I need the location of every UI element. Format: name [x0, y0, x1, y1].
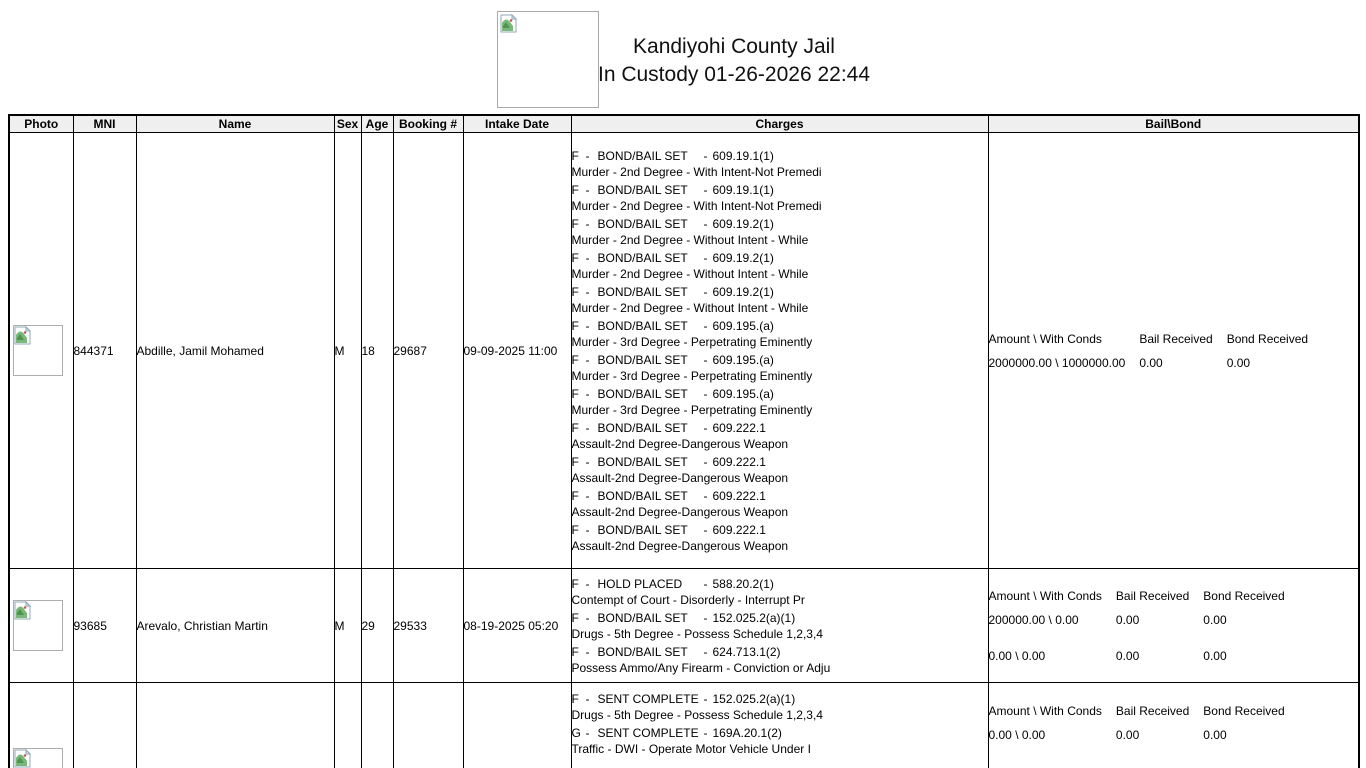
bail-header-bond-received: Bond Received: [1226, 331, 1309, 346]
bail-bond-cell: [988, 683, 1359, 768]
photo-cell: [9, 683, 73, 768]
charge-statute: 588.20.2(1): [712, 576, 774, 591]
bail-block: [989, 331, 1323, 371]
charge-status: HOLD PLACED: [597, 576, 683, 591]
charge-statute: 169A.20.1(2): [712, 726, 782, 740]
charge-level: F: [571, 352, 579, 367]
bail-header-row: [989, 331, 1323, 355]
charge-level: F: [571, 576, 579, 591]
broken-image-icon: [500, 14, 518, 33]
bail-received-value: 0.00: [1115, 612, 1140, 627]
separator-dash: -: [703, 352, 708, 367]
charge-status-line: [572, 725, 988, 741]
bond-received-value: 0.00: [1203, 648, 1227, 663]
charge-statute: 609.222.1: [712, 454, 766, 469]
separator-dash: -: [703, 318, 708, 333]
inmate-photo-placeholder: [13, 325, 63, 376]
separator-dash: -: [585, 216, 590, 231]
separator-dash: -: [585, 454, 590, 469]
charge-status-line: [572, 182, 988, 198]
separator-dash: -: [585, 726, 590, 740]
column-header-bail-bond: Bail\Bond: [988, 115, 1359, 133]
photo-cell: [9, 133, 73, 569]
charge-level: F: [571, 250, 579, 265]
charge-item: [572, 318, 988, 350]
intake-date-cell: 09-09-2025 11:00: [463, 133, 571, 569]
charge-level: F: [571, 522, 579, 537]
charge-description: Murder - 3rd Degree - Perpetrating Eminently: [571, 368, 813, 383]
charge-statute: 609.19.2(1): [712, 284, 774, 299]
charge-statute: 609.19.2(1): [712, 250, 774, 265]
charge-description: Murder - 2nd Degree - Without Intent - While: [571, 232, 809, 247]
separator-dash: -: [585, 250, 590, 265]
separator-dash: -: [585, 488, 590, 503]
roster-table-body: [9, 133, 1359, 768]
separator-dash: -: [703, 692, 708, 706]
separator-dash: -: [703, 644, 708, 659]
report-title: [0, 33, 1366, 89]
charge-item: [572, 216, 988, 248]
separator-dash: -: [703, 420, 708, 435]
bail-header-row: [989, 703, 1299, 727]
column-header-age: Age: [361, 115, 393, 133]
charge-status: BOND/BAIL SET: [597, 148, 688, 163]
charge-status-line: [572, 644, 988, 660]
roster-table-head: [9, 115, 1359, 133]
separator-dash: -: [703, 386, 708, 401]
charge-status-line: [572, 488, 988, 504]
charge-item: [572, 352, 988, 384]
charge-item: [572, 576, 988, 608]
charge-description: Contempt of Court - Disorderly - Interrupt Pr: [571, 592, 805, 607]
charge-status-line: [572, 420, 988, 436]
charge-status: BOND/BAIL SET: [597, 610, 688, 625]
name-cell: Abdille, Jamil Mohamed: [136, 133, 334, 569]
charge-level: F: [571, 182, 579, 197]
charge-description: Assault-2nd Degree-Dangerous Weapon: [571, 436, 789, 451]
charge-status-line: [572, 216, 988, 232]
inmate-row: [9, 569, 1359, 683]
charge-level: F: [571, 386, 579, 401]
charge-status: BOND/BAIL SET: [597, 182, 688, 197]
charge-status: BOND/BAIL SET: [597, 318, 688, 333]
charge-status-line: [572, 691, 988, 707]
name-cell: [136, 683, 334, 768]
charge-status: SENT COMPLETE: [597, 692, 699, 706]
charge-statute: 609.19.1(1): [712, 148, 774, 163]
age-cell: [361, 683, 393, 768]
bail-value-row: [989, 612, 1299, 648]
column-header-booking-number: Booking #: [393, 115, 463, 133]
inmate-row: [9, 133, 1359, 569]
separator-dash: -: [703, 216, 708, 231]
sex-cell: M: [334, 133, 361, 569]
inmate-photo-placeholder: [13, 748, 63, 768]
separator-dash: -: [585, 182, 590, 197]
charge-status-line: [572, 610, 988, 626]
bond-received-value: 0.00: [1203, 612, 1227, 627]
charge-status: BOND/BAIL SET: [597, 284, 688, 299]
booking-number-cell: 29687: [393, 133, 463, 569]
booking-number-cell: [393, 683, 463, 768]
name-cell: Arevalo, Christian Martin: [136, 569, 334, 683]
separator-dash: -: [585, 318, 590, 333]
bail-block: [989, 588, 1299, 664]
separator-dash: -: [703, 250, 708, 265]
separator-dash: -: [585, 352, 590, 367]
separator-dash: -: [703, 182, 708, 197]
charge-level: F: [571, 644, 579, 659]
charge-status-line: [572, 352, 988, 368]
bail-header-bail-received: Bail Received: [1115, 704, 1190, 718]
charge-status: BOND/BAIL SET: [597, 454, 688, 469]
charges-cell: [571, 133, 988, 569]
charge-status: BOND/BAIL SET: [597, 352, 688, 367]
intake-date-cell: [463, 683, 571, 768]
charge-description: Assault-2nd Degree-Dangerous Weapon: [571, 470, 789, 485]
separator-dash: -: [703, 454, 708, 469]
charge-status-line: [572, 284, 988, 300]
separator-dash: -: [703, 284, 708, 299]
column-header-photo: Photo: [9, 115, 73, 133]
bail-header-bond-received: Bond Received: [1203, 588, 1285, 603]
charge-status: BOND/BAIL SET: [597, 488, 688, 503]
charge-level: G: [571, 726, 581, 740]
separator-dash: -: [585, 576, 590, 591]
charge-status-line: [572, 148, 988, 164]
charge-statute: 609.19.2(1): [712, 216, 774, 231]
charge-status: SENT COMPLETE: [597, 726, 699, 740]
bail-bond-cell: [988, 569, 1359, 683]
charge-status-line: [572, 250, 988, 266]
separator-dash: -: [585, 644, 590, 659]
separator-dash: -: [703, 610, 708, 625]
charge-item: [572, 488, 988, 520]
separator-dash: -: [585, 284, 590, 299]
charge-statute: 609.222.1: [712, 420, 766, 435]
charge-status-line: [572, 522, 988, 538]
bail-received-value: 0.00: [1139, 355, 1163, 370]
charge-level: F: [571, 488, 579, 503]
bail-header-bond-received: Bond Received: [1203, 704, 1285, 718]
charge-status: BOND/BAIL SET: [597, 216, 688, 231]
mni-cell: 93685: [73, 569, 136, 683]
charge-status: BOND/BAIL SET: [597, 386, 688, 401]
charge-status-line: [572, 576, 988, 592]
report-title-line1: Kandiyohi County Jail: [633, 35, 835, 58]
charge-status: BOND/BAIL SET: [597, 250, 688, 265]
charge-description: Assault-2nd Degree-Dangerous Weapon: [571, 538, 789, 553]
charge-statute: 609.195.(a): [712, 352, 774, 367]
charge-description: Assault-2nd Degree-Dangerous Weapon: [571, 504, 789, 519]
bond-received-value: 0.00: [1203, 728, 1227, 742]
bail-amount-with-conds: 0.00 \ 0.00: [988, 728, 1046, 742]
header-row: [9, 115, 1359, 133]
separator-dash: -: [703, 576, 708, 591]
charge-item: [572, 148, 988, 180]
bail-header-amount: Amount \ With Conds: [988, 704, 1102, 718]
column-header-charges: Charges: [571, 115, 988, 133]
charge-status-line: [572, 454, 988, 470]
charge-item: [572, 420, 988, 452]
charge-statute: 624.713.1(2): [712, 644, 781, 659]
charge-status-line: [572, 318, 988, 334]
bail-amount-with-conds: 2000000.00 \ 1000000.00: [988, 355, 1126, 370]
charge-statute: 609.222.1: [712, 522, 766, 537]
charge-description: Possess Ammo/Any Firearm - Conviction or Adju: [571, 660, 831, 675]
separator-dash: -: [585, 386, 590, 401]
charge-level: F: [571, 610, 579, 625]
charge-level: F: [571, 318, 579, 333]
charge-statute: 609.195.(a): [712, 386, 774, 401]
charge-item: [572, 522, 988, 554]
column-header-intake-date: Intake Date: [463, 115, 571, 133]
charge-description: Murder - 3rd Degree - Perpetrating Eminently: [571, 334, 813, 349]
charge-item: [572, 454, 988, 486]
separator-dash: -: [585, 610, 590, 625]
charge-level: F: [571, 692, 579, 706]
sex-cell: M: [334, 569, 361, 683]
bail-block: [989, 703, 1299, 743]
charge-statute: 152.025.2(a)(1): [712, 692, 796, 706]
separator-dash: -: [703, 522, 708, 537]
bail-amount-with-conds: 200000.00 \ 0.00: [988, 612, 1079, 627]
column-header-name: Name: [136, 115, 334, 133]
charge-description: Drugs - 5th Degree - Possess Schedule 1,2,3,4: [571, 708, 823, 722]
mni-cell: 844371: [73, 133, 136, 569]
charge-description: Murder - 2nd Degree - Without Intent - While: [571, 266, 809, 281]
mni-cell: [73, 683, 136, 768]
charges-cell: [571, 683, 988, 768]
inmate-row: [9, 683, 1359, 768]
photo-cell: [9, 569, 73, 683]
bail-header-row: [989, 588, 1299, 612]
charge-item: [572, 644, 988, 676]
charge-description: Murder - 2nd Degree - With Intent-Not Premedi: [571, 198, 822, 213]
charge-statute: 152.025.2(a)(1): [712, 610, 796, 625]
separator-dash: -: [585, 420, 590, 435]
charge-item: [572, 691, 988, 723]
bail-received-value: 0.00: [1115, 728, 1140, 742]
booking-number-cell: 29533: [393, 569, 463, 683]
separator-dash: -: [585, 692, 590, 706]
age-cell: 29: [361, 569, 393, 683]
bail-value-row: [989, 355, 1323, 371]
charge-status: BOND/BAIL SET: [597, 644, 688, 659]
bail-bond-cell: [988, 133, 1359, 569]
charge-status: BOND/BAIL SET: [597, 522, 688, 537]
charge-item: [572, 250, 988, 282]
bail-header-bail-received: Bail Received: [1115, 588, 1190, 603]
charge-level: F: [571, 420, 579, 435]
charge-status-line: [572, 386, 988, 402]
charge-item: [572, 610, 988, 642]
bail-amount-with-conds: 0.00 \ 0.00: [988, 648, 1046, 663]
charge-item: [572, 182, 988, 214]
bail-value-row: [989, 648, 1299, 664]
charge-description: Drugs - 5th Degree - Possess Schedule 1,2,3,4: [571, 626, 823, 641]
separator-dash: -: [703, 148, 708, 163]
separator-dash: -: [585, 148, 590, 163]
charge-status: BOND/BAIL SET: [597, 420, 688, 435]
intake-date-cell: 08-19-2025 05:20: [463, 569, 571, 683]
column-header-mni: MNI: [73, 115, 136, 133]
broken-image-icon: [14, 601, 32, 620]
charge-description: Traffic - DWI - Operate Motor Vehicle Under I: [571, 742, 811, 756]
inmate-photo-placeholder: [13, 600, 63, 651]
charge-statute: 609.222.1: [712, 488, 766, 503]
broken-image-icon: [14, 326, 32, 345]
charge-level: F: [571, 284, 579, 299]
separator-dash: -: [703, 726, 708, 740]
roster-table: [8, 114, 1360, 768]
bail-value-row: [989, 727, 1299, 743]
charge-item: [572, 725, 988, 757]
charge-description: Murder - 3rd Degree - Perpetrating Eminently: [571, 402, 813, 417]
charge-item: [572, 284, 988, 316]
charges-cell: [571, 569, 988, 683]
separator-dash: -: [585, 522, 590, 537]
bond-received-value: 0.00: [1226, 355, 1251, 370]
report-title-line2: In Custody 01-26-2026 22:44: [597, 63, 871, 86]
charge-statute: 609.195.(a): [712, 318, 774, 333]
bail-header-bail-received: Bail Received: [1139, 331, 1213, 346]
charge-item: [572, 386, 988, 418]
charge-level: F: [571, 454, 579, 469]
separator-dash: -: [703, 488, 708, 503]
sex-cell: [334, 683, 361, 768]
bail-header-amount: Amount \ With Conds: [988, 588, 1102, 603]
bail-received-value: 0.00: [1115, 648, 1140, 663]
broken-image-icon: [14, 749, 32, 768]
charge-description: Murder - 2nd Degree - With Intent-Not Premedi: [571, 164, 822, 179]
bail-header-amount: Amount \ With Conds: [988, 331, 1102, 346]
column-header-sex: Sex: [334, 115, 361, 133]
charge-level: F: [571, 148, 579, 163]
charge-level: F: [571, 216, 579, 231]
charge-description: Murder - 2nd Degree - Without Intent - While: [571, 300, 809, 315]
age-cell: 18: [361, 133, 393, 569]
charge-statute: 609.19.1(1): [712, 182, 774, 197]
